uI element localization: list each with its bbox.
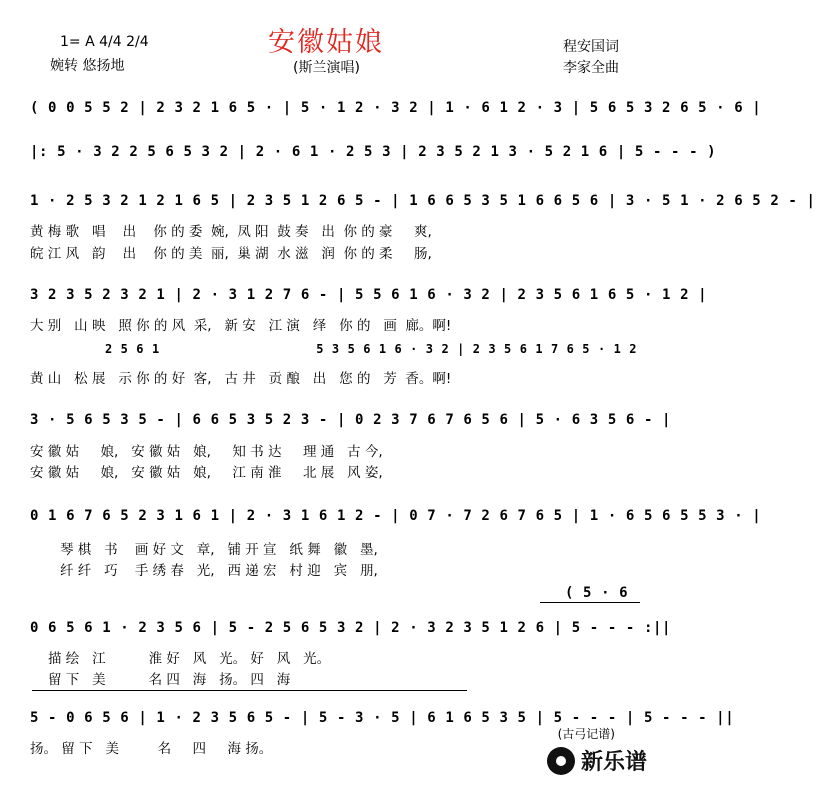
composer-credit: 李家全曲 (563, 60, 619, 76)
brand-name: 新乐谱 (580, 750, 647, 775)
chorus-lyric-3a: 描 绘 江 淮 好 风 光。 好 风 光。 (48, 651, 331, 667)
verse-lyric-2b: 黄 山 松 展 示 你 的 好 客, 古 井 贡 酿 出 您 的 芳 香。啊! (30, 371, 452, 387)
verse-notes-2: 3 2 3 5 2 3 2 1 | 2 · 3 1 2 7 6 - | 5 5 6 1 6 · 3 2 | 2 3 5 6 1 6 5 · 1 2 | (30, 287, 708, 303)
singer-label: (斯兰演唱) (293, 60, 360, 76)
chorus-notes-2: 0 1 6 7 6 5 2 3 1 6 1 | 2 · 3 1 6 1 2 - | 0 7 · 7 2 6 7 6 5 | 1 · 6 5 6 5 5 3 · | (30, 508, 762, 524)
chorus-notes-3: 0 6 5 6 1 · 2 3 5 6 | 5 - 2 5 6 5 3 2 | 2 · 3 2 3 5 1 2 6 | 5 - - - :|| (30, 620, 672, 636)
song-title: 安徽姑娘 (268, 27, 384, 58)
chorus-lyric-3b: 留 下 美 名 四 海 扬。 四 海 (48, 672, 291, 688)
chorus-lyric-1a: 安 徽 姑 娘, 安 徽 姑 娘, 知 书 达 理 通 古 今, (30, 444, 383, 460)
intro-line-2: |: 5 · 3 2 2 5 6 5 3 2 | 2 · 6 1 · 2 5 3 | 2 3 5 2 1 3 · 5 2 1 6 | 5 - - - ) (30, 144, 717, 160)
verse-notes-2-alt: 2 5 6 1 5 3 5 6 1 6 · 3 2 | 2 3 5 6 1 7 6 5 · 1 2 (105, 342, 638, 356)
intro-line-1: ( 0 0 5 5 2 | 2 3 2 1 6 5 · | 5 · 1 2 · 3 2 | 1 · 6 1 2 · 3 | 5 6 5 3 2 6 5 · 6 | (30, 100, 762, 116)
verse-lyric-2a: 大 别 山 映 照 你 的 风 采, 新 安 江 演 绎 你 的 画 廊。啊! (30, 318, 452, 334)
second-ending-line (32, 690, 467, 691)
tempo-marking: 婉转 悠扬地 (50, 58, 125, 74)
chorus-lyric-2a: 琴 棋 书 画 好 文 章, 铺 开 宣 纸 舞 徽 墨, (60, 542, 378, 558)
verse-lyric-1b: 皖 江 风 韵 出 你 的 美 丽, 巢 湖 水 滋 润 你 的 柔 肠, (30, 246, 432, 262)
chorus-notes-4: 5 - 0 6 5 6 | 1 · 2 3 5 6 5 - | 5 - 3 · 5 | 6 1 6 5 3 5 | 5 - - - | 5 - - - || (30, 710, 735, 726)
verse-lyric-1a: 黄 梅 歌 唱 出 你 的 委 婉, 凤 阳 鼓 奏 出 你 的 豪 爽, (30, 224, 432, 240)
transcriber-credit: (古弓记谱) (557, 727, 615, 741)
volta-line (540, 602, 640, 603)
lyricist-credit: 程安国词 (563, 39, 619, 55)
key-signature: 1= A 4/4 2/4 (60, 34, 149, 50)
chorus-lyric-1b: 安 徽 姑 娘, 安 徽 姑 娘, 江 南 淮 北 展 风 姿, (30, 465, 383, 481)
site-logo (547, 745, 647, 776)
chorus-lyric-4: 扬。 留 下 美 名 四 海 扬。 (30, 741, 273, 757)
record-icon (547, 747, 575, 775)
chorus-notes-1: 3 · 5 6 5 3 5 - | 6 6 5 3 5 2 3 - | 0 2 3 7 6 7 6 5 6 | 5 · 6 3 5 6 - | (30, 412, 672, 428)
verse-notes-1: 1 · 2 5 3 2 1 2 1 6 5 | 2 3 5 1 2 6 5 - | 1 6 6 5 3 5 1 6 6 5 6 | 3 · 5 1 · 2 6 5 2 - | (30, 193, 816, 209)
chorus-lyric-2b: 纤 纤 巧 手 绣 春 光, 西 递 宏 村 迎 宾 朋, (60, 563, 378, 579)
ending-bracket: ( 5 · 6 (565, 585, 629, 601)
